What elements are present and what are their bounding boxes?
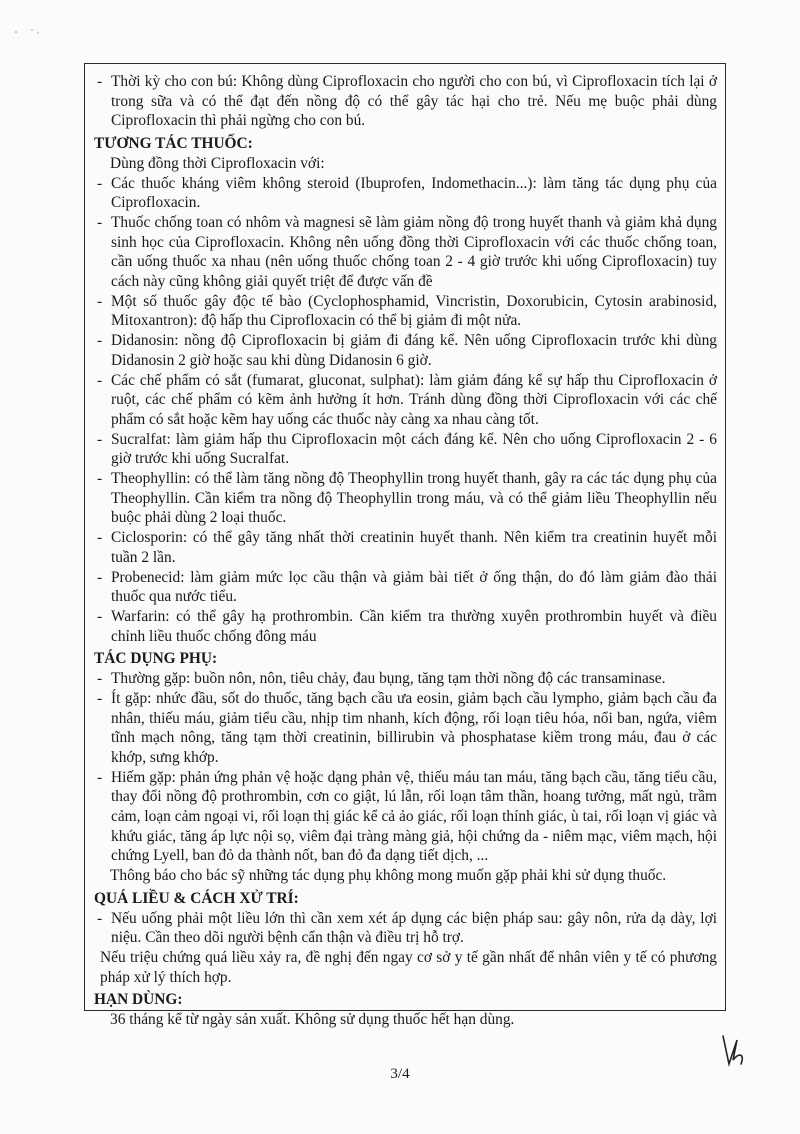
- section-heading: QUÁ LIỀU & CÁCH XỬ TRÍ:: [94, 889, 299, 907]
- document-body: [84, 63, 726, 1029]
- bullet-text: Didanosin: nồng độ Ciprofloxacin bị giảm đi đáng kể. Nên uống Ciprofloxacin trước khi dùng Didanosin 2 giờ hoặc sau khi dùng Didanosin 6 giờ.: [111, 332, 717, 369]
- bullet-item: [94, 909, 717, 948]
- section-heading: TƯƠNG TÁC THUỐC:: [94, 135, 253, 153]
- bullet-dash: -: [97, 73, 103, 90]
- scan-speck-marks: [10, 20, 50, 40]
- bullet-item: [94, 528, 717, 567]
- bullet-item: [94, 430, 717, 469]
- bullet-text: Các chế phẩm có sắt (fumarat, gluconat, sulphat): làm giảm đáng kể sự hấp thu Ciprofloxacin ở ruột, các chế phẩm có kẽm ảnh hưởng ít hơn. Tránh dùng đồng thời Ciprofloxacin với các chế phẩm có sắt hoặc kẽm hay uống các thuốc này càng xa nhau càng tốt.: [111, 371, 717, 428]
- paragraph: Thông báo cho bác sỹ những tác dụng phụ không mong muốn gặp phải khi sử dụng thuốc.: [110, 867, 667, 885]
- bullet-dash: -: [97, 607, 103, 625]
- bullet-dash: -: [97, 470, 103, 488]
- bullet-item: [94, 669, 717, 689]
- bullet-item: [94, 213, 717, 292]
- section-heading: HẠN DÙNG:: [94, 991, 183, 1009]
- bullet-text: Ciclosporin: có thể gây tăng nhất thời creatinin huyết thanh. Nên kiểm tra creatinin huyết mỗi tuần 2 lần.: [111, 529, 717, 566]
- bullet-dash: -: [97, 292, 103, 310]
- scan-edge-stamp-fragment: [766, 680, 800, 810]
- bullet-dash: -: [97, 213, 103, 231]
- page-number: 3/4: [390, 1066, 410, 1082]
- bullet-dash: -: [97, 174, 103, 192]
- signature-mark: [715, 1030, 755, 1070]
- bullet-dash: -: [97, 430, 103, 448]
- bullet-item: [94, 568, 717, 607]
- bullet-dash: -: [97, 689, 103, 707]
- bullet-text: Thuốc chống toan có nhôm và magnesi sẽ làm giảm nồng độ trong huyết thanh và giảm khả dụng sinh học của Ciprofloxacin. Không nên uống đồng thời Ciprofloxacin với các thuốc chống toan, cần uống thuốc xa nhau (nên uống thuốc chống toan 2 - 4 giờ trước khi uống Ciprofloxacin) tuy cách này cũng không giải quyết triệt để được vấn đề: [111, 213, 717, 291]
- bullet-text: Một số thuốc gây độc tế bào (Cyclophosphamid, Vincristin, Doxorubicin, Cytosin arabinosid, Mitoxantron): độ hấp thu Ciprofloxacin có thể bị giảm đi một nửa.: [111, 292, 717, 330]
- bullet-text: Các thuốc kháng viêm không steroid (Ibuprofen, Indomethacin...): làm tăng tác dụng phụ của Ciprofloxacin.: [111, 174, 717, 212]
- bullet-item: [94, 174, 717, 213]
- bullet-item: [94, 469, 717, 528]
- bullet-dash: -: [97, 768, 103, 786]
- bullet-dash: -: [97, 670, 103, 688]
- bullet-text: Hiếm gặp: phản ứng phản vệ hoặc dạng phản vệ, thiếu máu tan máu, tăng bạch cầu, tăng tiểu cầu, thay đổi nồng độ prothrombin, cơn co giật, lú lẫn, rối loạn tâm thần, hoang tưởng, mất ngủ, trầm cảm, loạn cảm ngoại vi, rối loạn thị giác kể cả ảo giác, rối loạn thính giác, ù tai, rối loạn vị giác và khứu giác, tăng áp lực nội sọ, viêm đại tràng màng giả, hội chứng da - niêm mạc, viêm mạch, hội chứng Lyell, ban đỏ da thành nốt, ban đỏ đa dạng tiết dịch, ...: [111, 768, 717, 865]
- bullet-dash: -: [97, 909, 103, 927]
- bullet-item: [94, 72, 717, 131]
- bullet-item: [94, 607, 717, 646]
- bullet-text: Thường gặp: buồn nôn, nôn, tiêu chảy, đau bụng, tăng tạm thời nồng độ các transaminase.: [111, 670, 666, 688]
- bullet-text: Ít gặp: nhức đầu, sốt do thuốc, tăng bạch cầu ưa eosin, giảm bạch cầu lympho, giảm bạch cầu đa nhân, thiếu máu, giảm tiểu cầu, nhịp tim nhanh, kích động, rối loạn tiêu hóa, nổi ban, ngứa, viêm tĩnh mạch nông, tăng tạm thời creatinin, billirubin và phosphatase kiềm trong máu, đau ở các khớp, sưng khớp.: [111, 689, 717, 766]
- bullet-item: [94, 371, 717, 430]
- section-heading: TÁC DỤNG PHỤ:: [94, 650, 218, 668]
- bullet-item: [94, 331, 717, 370]
- paragraph: Nếu triệu chứng quá liều xảy ra, đề nghị đến ngay cơ sở y tế gần nhất để nhân viên y tế có phương pháp xử lý thích hợp.: [100, 948, 717, 986]
- bullet-text: Thời kỳ cho con bú: Không dùng Ciprofloxacin cho người cho con bú, vì Ciprofloxacin tích lại ở trong sữa và có thể đạt đến nồng độ có thể gây tác hại cho trẻ. Nếu mẹ buộc phải dùng Ciprofloxacin thì phải ngừng cho con bú.: [111, 73, 717, 130]
- bullet-text: Probenecid: làm giảm mức lọc cầu thận và giảm bài tiết ở ống thận, do đó làm giảm đào thải thuốc qua nước tiểu.: [111, 568, 717, 606]
- bullet-item: [94, 768, 717, 867]
- bullet-item: [94, 292, 717, 331]
- paragraph: 36 tháng kể từ ngày sản xuất. Không sử dụng thuốc hết hạn dùng.: [110, 1011, 515, 1029]
- bullet-dash: -: [97, 332, 103, 350]
- bullet-dash: -: [97, 529, 103, 547]
- bullet-text: Sucralfat: làm giảm hấp thu Ciprofloxacin một cách đáng kể. Nên cho uống Ciprofloxacin 2 - 6 giờ trước khi uống Sucralfat.: [111, 430, 717, 468]
- bullet-text: Warfarin: có thể gây hạ prothrombin. Cần kiểm tra thường xuyên prothrombin huyết và điều chỉnh liều thuốc chống đông máu: [111, 607, 717, 645]
- bullet-dash: -: [97, 568, 103, 586]
- bullet-dash: -: [97, 371, 103, 389]
- bullet-text: Nếu uống phải một liều lớn thì cần xem xét áp dụng các biện pháp sau: gây nôn, rửa dạ dày, lợi niệu. Cần theo dõi người bệnh cẩn thận và điều trị hỗ trợ.: [111, 909, 717, 947]
- bullet-text: Theophyllin: có thể làm tăng nồng độ Theophyllin trong huyết thanh, gây ra các tác dụng phụ của Theophyllin. Cần kiểm tra nồng độ Theophyllin trong máu, và có thể giảm liều Theophyllin nếu buộc phải dùng 2 loại thuốc.: [111, 470, 717, 527]
- bullet-item: [94, 689, 717, 768]
- paragraph: Dùng đồng thời Ciprofloxacin với:: [110, 154, 325, 172]
